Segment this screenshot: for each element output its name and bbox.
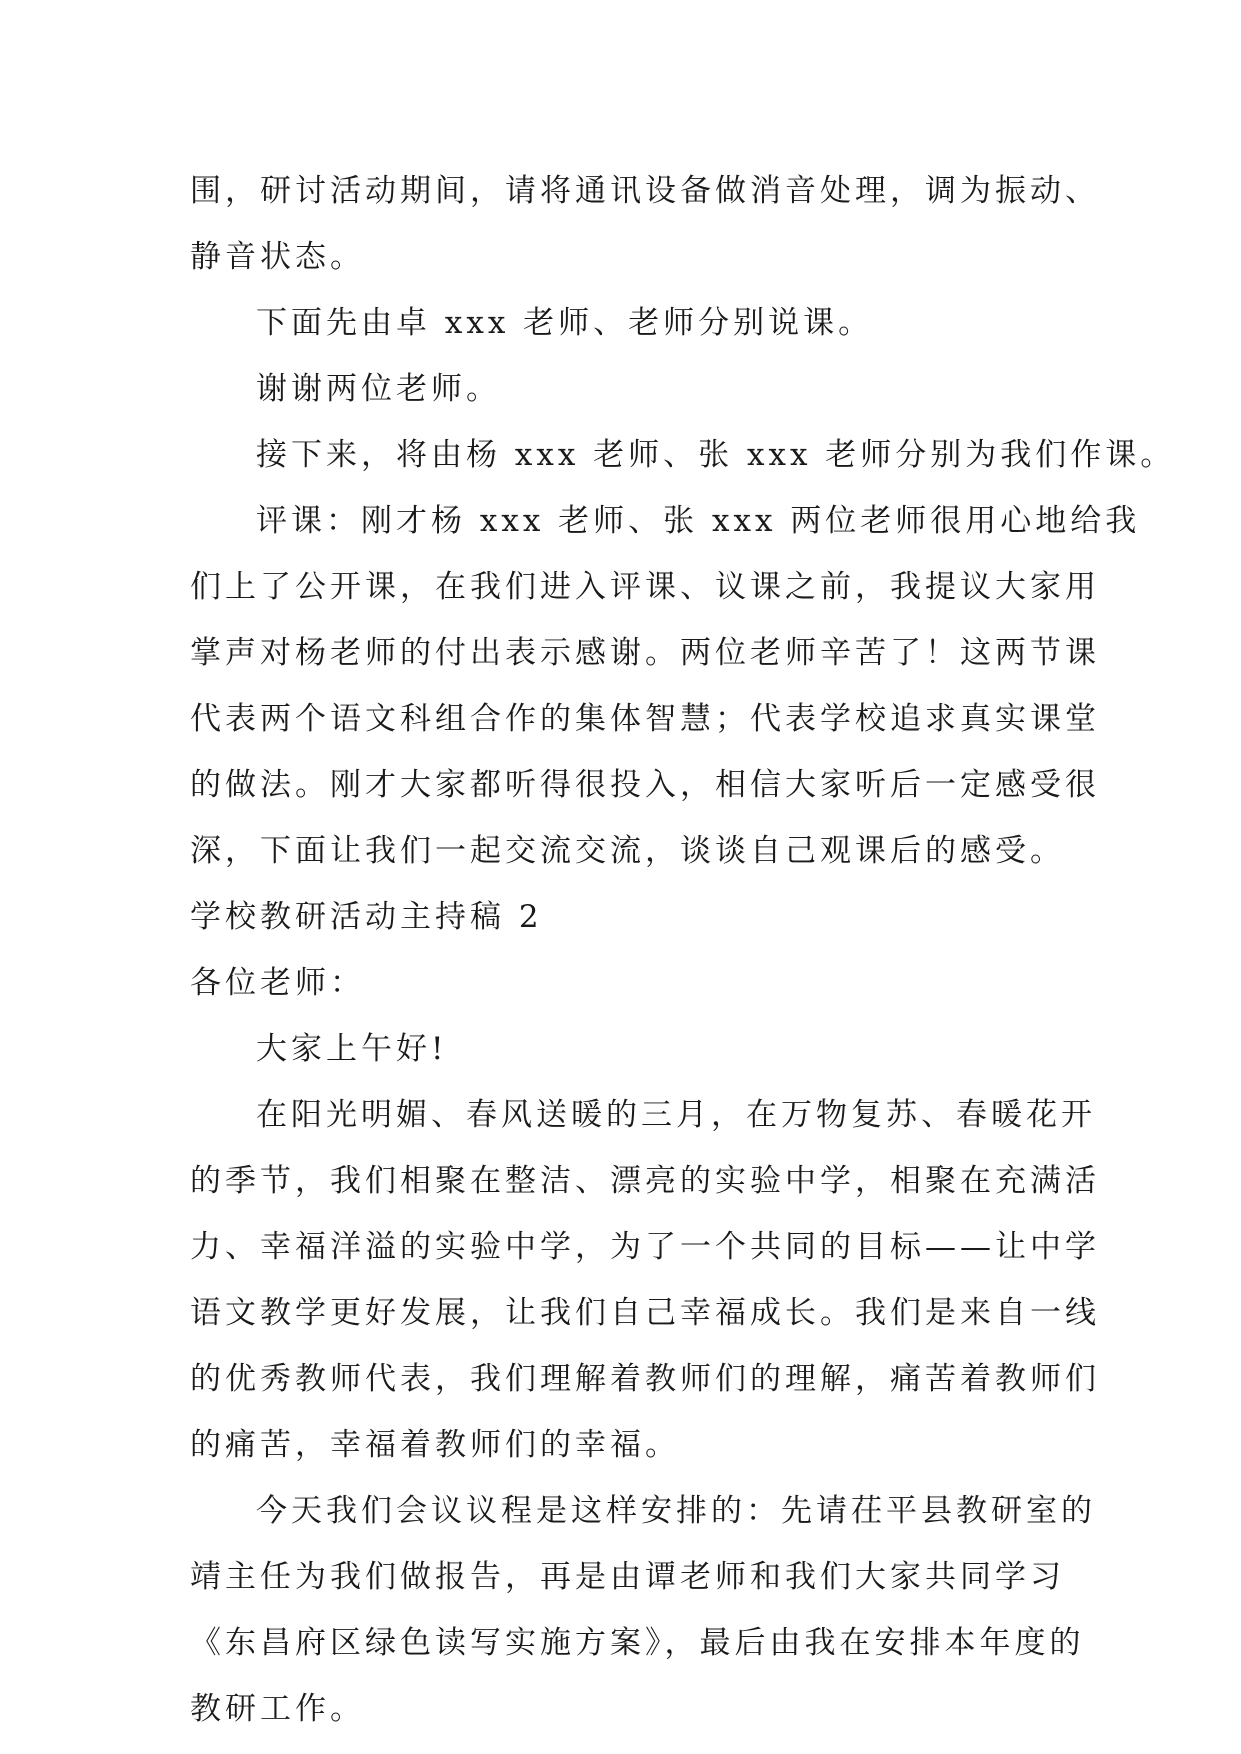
paragraph-line: 谢谢两位老师。 (256, 371, 501, 407)
paragraph-line: 大家上午好! (256, 1031, 448, 1067)
paragraph-line: 《东昌府区绿色读写实施方案》，最后由我在安排本年度的 (190, 1625, 1085, 1661)
document-body (190, 158, 1176, 1742)
paragraph-line: 的做法。刚才大家都听得很投入，相信大家听后一定感受很 (190, 767, 1100, 803)
paragraph-line: 静音状态。 (190, 239, 365, 275)
paragraph-line: 围，研讨活动期间，请将通讯设备做消音处理，调为振动、 (190, 173, 1100, 209)
paragraph-line: 代表两个语文科组合作的集体智慧；代表学校追求真实课堂 (190, 701, 1100, 737)
paragraph-line: 今天我们会议议程是这样安排的：先请茌平县教研室的 (256, 1493, 1096, 1529)
paragraph-line: 下面先由卓 xxx 老师、老师分别说课。 (256, 305, 874, 341)
paragraph-line: 们上了公开课，在我们进入评课、议课之前，我提议大家用 (190, 569, 1100, 605)
salutation: 各位老师： (190, 965, 365, 1001)
paragraph-line: 力、幸福洋溢的实验中学，为了一个共同的目标——让中学 (190, 1229, 1100, 1265)
paragraph-line: 评课：刚才杨 xxx 老师、张 xxx 两位老师很用心地给我 (256, 503, 1141, 539)
paragraph-line: 语文教学更好发展，让我们自己幸福成长。我们是来自一线 (190, 1295, 1100, 1331)
paragraph-line: 在阳光明媚、春风送暖的三月，在万物复苏、春暖花开 (256, 1097, 1096, 1133)
paragraph-line: 深，下面让我们一起交流交流，谈谈自己观课后的感受。 (190, 833, 1065, 869)
paragraph-line: 接下来，将由杨 xxx 老师、张 xxx 老师分别为我们作课。 (256, 437, 1176, 473)
paragraph-line: 靖主任为我们做报告，再是由谭老师和我们大家共同学习 (190, 1559, 1065, 1595)
paragraph-line: 的优秀教师代表，我们理解着教师们的理解，痛苦着教师们 (190, 1361, 1100, 1397)
paragraph-line: 教研工作。 (190, 1691, 365, 1727)
paragraph-line: 的痛苦，幸福着教师们的幸福。 (190, 1427, 680, 1463)
section-title: 学校教研活动主持稿 2 (190, 899, 543, 935)
paragraph-line: 的季节，我们相聚在整洁、漂亮的实验中学，相聚在充满活 (190, 1163, 1100, 1199)
paragraph-line: 掌声对杨老师的付出表示感谢。两位老师辛苦了！这两节课 (190, 635, 1100, 671)
